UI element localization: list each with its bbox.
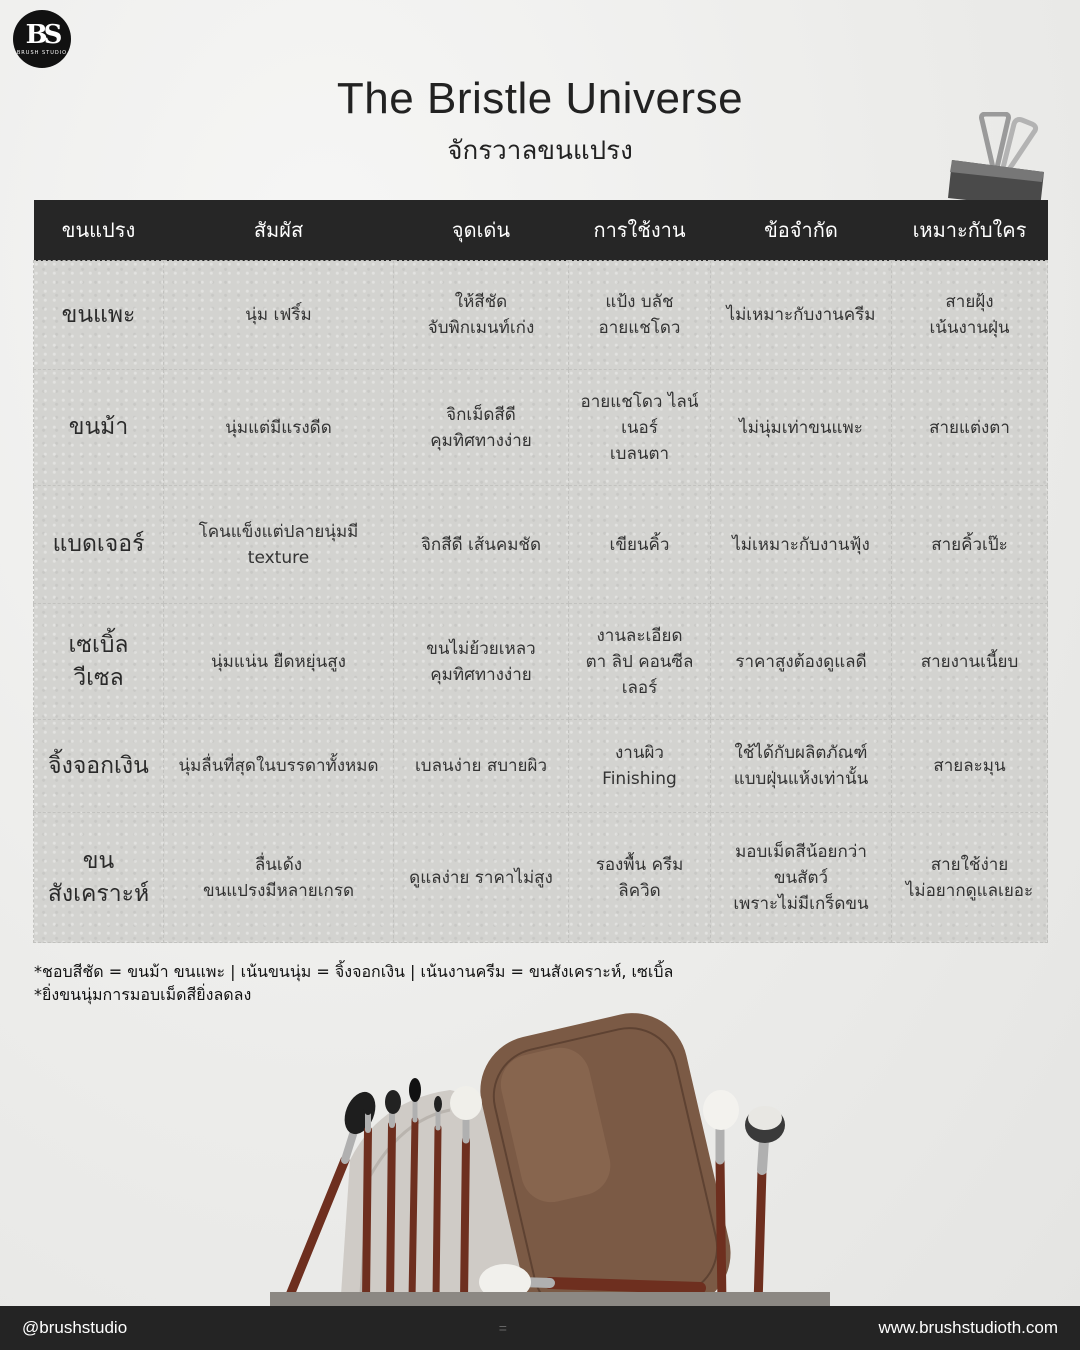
table-row	[34, 720, 1048, 813]
row-header: เซเบิ้ล วีเซล	[34, 604, 164, 720]
row-header: จิ้งจอกเงิน	[34, 720, 164, 813]
logo-subtext: BRUSH STUDIO	[16, 50, 68, 56]
table-cell: ไม่เหมาะกับงานครีม	[711, 261, 892, 370]
footer-divider: =	[498, 1320, 507, 1336]
table-cell: ดูแลง่าย ราคาไม่สูง	[394, 813, 569, 943]
table-cell: มอบเม็ดสีน้อยกว่า ขนสัตว์ เพราะไม่มีเกร็ดขน	[711, 813, 892, 943]
bristle-table	[33, 200, 1048, 943]
column-header: เหมาะกับใคร	[892, 200, 1048, 261]
social-handle[interactable]: @brushstudio	[22, 1318, 128, 1337]
table-cell: นุ่ม เฟริ์ม	[164, 261, 394, 370]
table-cell: งานผิว Finishing	[569, 720, 711, 813]
table-cell: โคนแข็งแต่ปลายนุ่มมี texture	[164, 486, 394, 604]
table-cell: เขียนคิ้ว	[569, 486, 711, 604]
footnotes	[34, 960, 673, 1006]
footnote: *ชอบสีชัด = ขนม้า ขนแพะ | เน้นขนนุ่ม = จิ้งจอกเงิน | เน้นงานครีม = ขนสังเคราะห์, เซเบิ้ล	[34, 962, 674, 981]
table-cell: ไม่เหมาะกับงานฟุ้ง	[711, 486, 892, 604]
table-cell: สายแต่งตา	[892, 370, 1048, 486]
website-link[interactable]: www.brushstudioth.com	[878, 1318, 1058, 1337]
binder-clip-icon	[944, 112, 1052, 212]
table-cell: สายงานเนี้ยบ	[892, 604, 1048, 720]
column-header: การใช้งาน	[569, 200, 711, 261]
page-title: The Bristle Universe	[336, 74, 744, 123]
table-row	[34, 370, 1048, 486]
table-row	[34, 261, 1048, 370]
table-cell: สายละมุน	[892, 720, 1048, 813]
column-header: ขนแปรง	[34, 200, 164, 261]
table-cell: จิกสีดี เส้นคมชัด	[394, 486, 569, 604]
table-cell: ลื่นเด้ง ขนแปรงมีหลายเกรด	[164, 813, 394, 943]
table-cell: เบลนง่าย สบายผิว	[394, 720, 569, 813]
table-cell: นุ่มแต่มีแรงดีด	[164, 370, 394, 486]
table-cell: ไม่นุ่มเท่าขนแพะ	[711, 370, 892, 486]
table-cell: สายใช้ง่าย ไม่อยากดูแลเยอะ	[892, 813, 1048, 943]
row-header: แบดเจอร์	[34, 486, 164, 604]
row-header: ขนแพะ	[34, 261, 164, 370]
column-header: สัมผัส	[164, 200, 394, 261]
table-row	[34, 486, 1048, 604]
table-row	[34, 604, 1048, 720]
brush-set-photo	[250, 1010, 840, 1310]
table-cell: นุ่มลื่นที่สุดในบรรดาทั้งหมด	[164, 720, 394, 813]
table-row	[34, 813, 1048, 943]
table-header-row	[34, 200, 1048, 261]
table-cell: งานละเอียด ตา ลิป คอนซีล เลอร์	[569, 604, 711, 720]
logo-mark: BS	[25, 20, 59, 50]
table-cell: แป้ง บลัช อายแชโดว	[569, 261, 711, 370]
table-cell: ขนไม่ย้วยเหลว คุมทิศทางง่าย	[394, 604, 569, 720]
table-cell: นุ่มแน่น ยืดหยุ่นสูง	[164, 604, 394, 720]
table-cell: ราคาสูงต้องดูแลดี	[711, 604, 892, 720]
table-cell: จิกเม็ดสีดี คุมทิศทางง่าย	[394, 370, 569, 486]
column-header: ข้อจำกัด	[711, 200, 892, 261]
footer-bar	[0, 1306, 1080, 1350]
table-cell: อายแชโดว ไลน์ เนอร์ เบลนตา	[569, 370, 711, 486]
brand-logo	[13, 10, 71, 68]
table-cell: ให้สีชัด จับพิกเมนท์เก่ง	[394, 261, 569, 370]
footnote: *ยิ่งขนนุ่มการมอบเม็ดสียิ่งลดลง	[34, 985, 252, 1004]
row-header: ขน สังเคราะห์	[34, 813, 164, 943]
page-subtitle: จักรวาลขนแปรง	[447, 136, 633, 166]
table-cell: ใช้ได้กับผลิตภัณฑ์ แบบฝุ่นแห้งเท่านั้น	[711, 720, 892, 813]
column-header: จุดเด่น	[394, 200, 569, 261]
table-cell: สายคิ้วเป๊ะ	[892, 486, 1048, 604]
row-header: ขนม้า	[34, 370, 164, 486]
table-cell: สายฝุ้ง เน้นงานฝุ่น	[892, 261, 1048, 370]
table-cell: รองพื้น ครีม ลิควิด	[569, 813, 711, 943]
